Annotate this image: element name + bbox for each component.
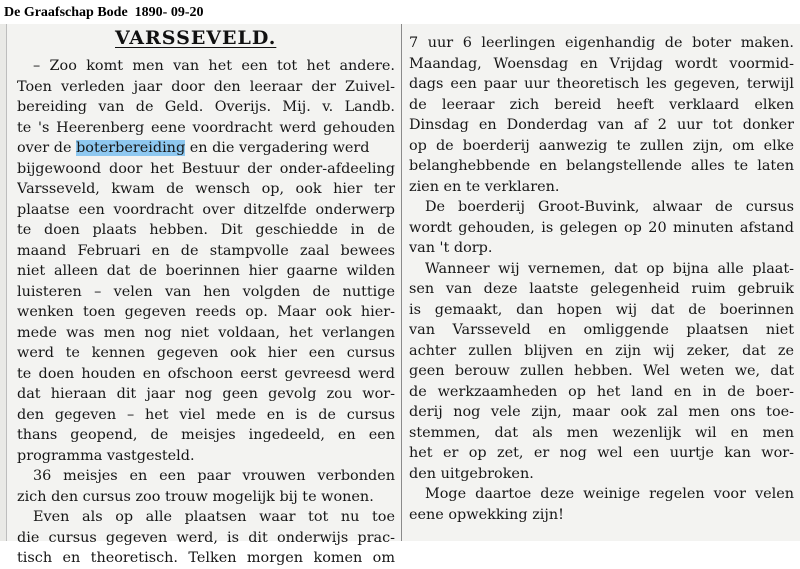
highlighted-word[interactable]: boterbereiding [76, 140, 186, 156]
text-line: achter zullen blijven en zijn wij zeker, dat ze [409, 342, 794, 359]
text-line: 36 meisjes en een paar vrouwen verbonden [33, 468, 395, 484]
text-line: niet alleen dat de boerinnen hier gaarne wilden [17, 263, 395, 279]
text-line: derij nog vele zijn, maar ook zal men ons toe- [409, 404, 794, 420]
text-line: thans geopend, de meisjes ingedeeld, en een [17, 427, 395, 443]
text-line: zich den cursus zoo trouw mogelijk bij te wonen. [17, 488, 374, 505]
right-column [409, 33, 794, 525]
text-line: dags een paar uur theoretisch les gegeven, terwijl [409, 76, 794, 92]
text-line: die cursus gegeven werd, is dit onderwijs prac- [17, 529, 395, 546]
text-line: werd te kennen gegeven ook hier een cursus [17, 345, 395, 361]
text-line: sen van deze laatste gelegenheid ruim gebruik [409, 281, 794, 297]
text-line: geen berouw zullen hebben. Wel weten we, dat [409, 363, 794, 379]
text-line: is gemaakt, dan hopen wij dat de boerinnen [409, 301, 794, 318]
text-line: den gegeven – het viel mede en is de cursus [17, 406, 395, 423]
text-line: van Varsseveld en omliggende plaatsen niet [409, 322, 794, 338]
text-line: plaatse een voordracht over ditzelfde onderwerp [17, 201, 395, 218]
text-line: bijgewoond door het Bestuur der onder-afdeeling [17, 160, 395, 177]
text-line: belanghebbende en belangstellende alles te laten [409, 158, 794, 174]
source-label: De Graafschap Bode 1890- 09-20 [4, 5, 204, 20]
article-headline: VARSSEVELD. [115, 27, 277, 49]
text-line: van 't dorp. [409, 240, 493, 256]
text-line: den uitgebroken. [409, 465, 534, 482]
text-line: luisteren – velen van hen volgden de nuttige [17, 283, 395, 300]
text-line: te 's Heerenberg eene voordracht werd gehouden [17, 119, 395, 136]
text-line: Varsseveld, kwam de wensch op, ook hier ter [17, 181, 395, 197]
text-line: De boerderij Groot-Buvink, alwaar de cursus [425, 199, 794, 215]
text-line: eene opwekking zijn! [409, 506, 564, 523]
text-line: maand Februari en de stampvolle zaal bewees [17, 242, 395, 259]
text-segment: over de [17, 140, 77, 156]
text-line: mede was men nog niet voldaan, het verlangen [17, 324, 395, 341]
text-line: Moge daartoe deze weinige regelen voor velen [425, 486, 794, 502]
text-line: de werkzaamheden op het land en in de boer- [409, 383, 794, 400]
clipping-edge [0, 24, 7, 541]
left-column [17, 56, 395, 569]
text-line: op de boerderij aanwezig te zullen zijn, om elke [409, 137, 794, 154]
text-line: het er op zet, er nog wel een uurtje kan wor- [409, 445, 794, 461]
text-line: Toen verleden jaar door den leeraar der Zuivel- [17, 78, 395, 95]
text-line: Even als op alle plaatsen waar tot nu toe [33, 509, 395, 525]
text-line: dat hieraan dit jaar nog geen gevolg zou wor- [17, 386, 395, 402]
text-line: – Zoo komt men van het een tot het andere. [33, 58, 395, 74]
text-line: 7 uur 6 leerlingen eigenhandig de boter maken. [409, 35, 794, 51]
text-line: zien en te verklaren. [409, 178, 560, 195]
text-line: bereiding van de Geld. Overijs. Mij. v. Landb. [17, 99, 395, 115]
text-line: te doen houden en ofschoon eerst gevreesd werd [17, 365, 395, 382]
text-line: de leeraar zich bereid heeft verklaard elken [409, 96, 794, 113]
text-line: programma vastgesteld. [17, 447, 195, 464]
text-line [17, 138, 395, 159]
text-line: wenken toen gegeven reeds op. Maar ook hier- [17, 304, 395, 320]
column-divider [401, 24, 402, 541]
text-line: Maandag, Woensdag en Vrijdag wordt voormid- [409, 55, 794, 72]
text-line: wordt gehouden, is gelegen op 20 minuten afstand [409, 219, 794, 236]
text-line: stemmen, dat als men wezenlijk wil en men [409, 424, 794, 441]
text-line: tisch en theoretisch. Telken morgen komen om [17, 550, 395, 566]
text-line: Wanneer wij vernemen, dat op bijna alle plaat- [425, 260, 794, 277]
text-segment: en die vergadering werd [185, 140, 370, 156]
text-line: te doen plaats hebben. Dit geschiedde in de [17, 222, 395, 238]
text-line: Dinsdag en Donderdag van af 2 uur tot donker [409, 117, 794, 133]
